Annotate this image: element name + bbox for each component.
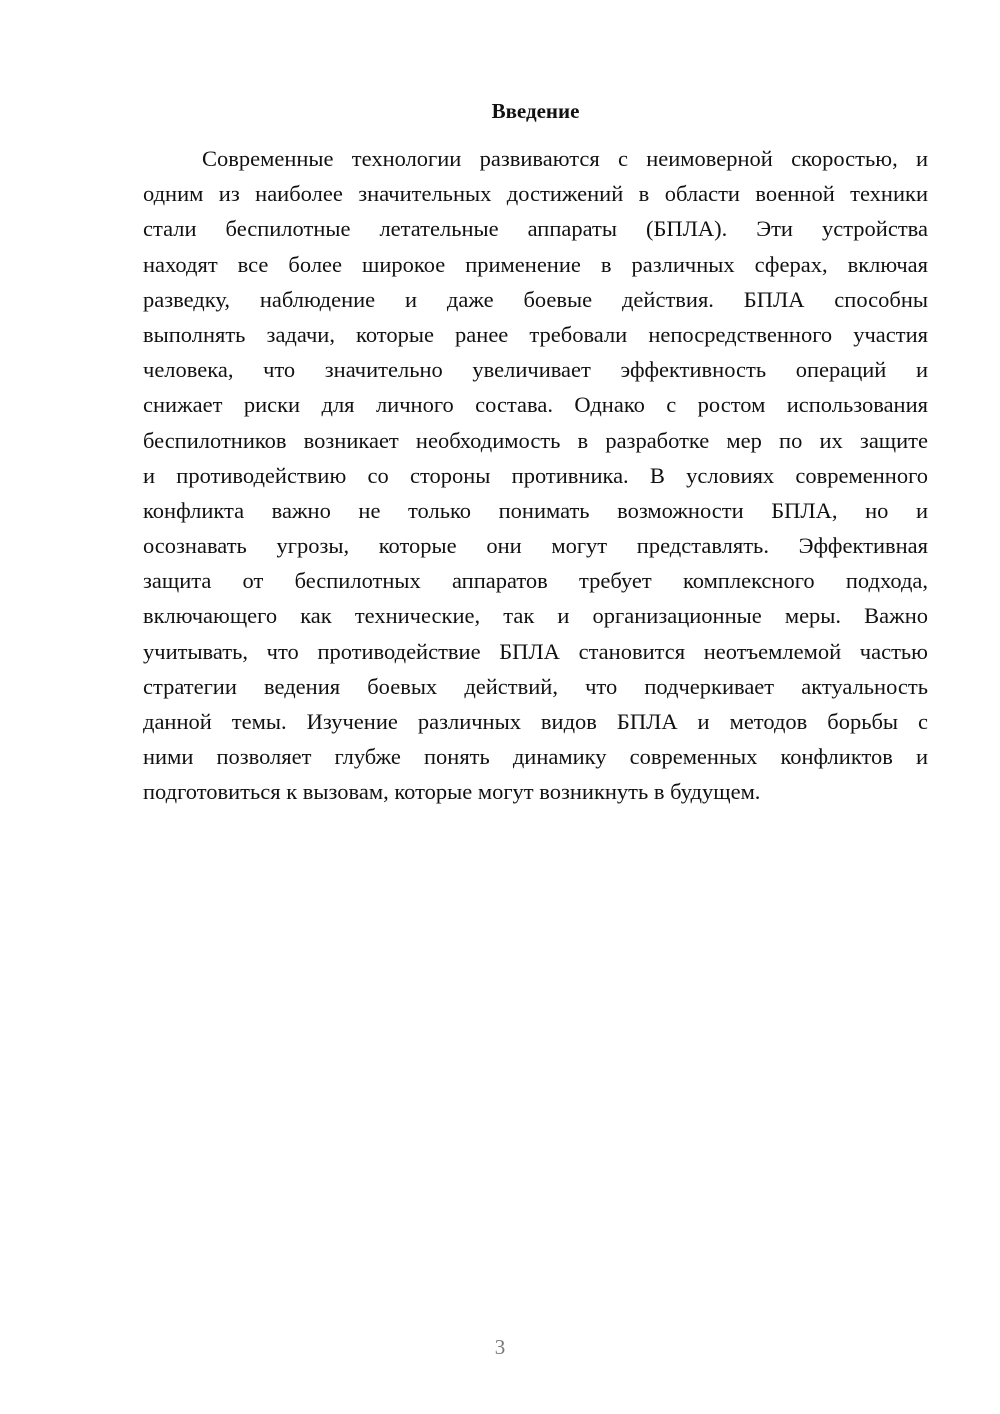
paragraph-line: выполнять задачи, которые ранее требовали непосредственного участия — [143, 321, 928, 347]
paragraph-line: стали беспилотные летательные аппараты (БПЛА). Эти устройства — [143, 216, 928, 242]
paragraph-line: ними позволяет глубже понять динамику современных конфликтов и — [143, 744, 928, 770]
paragraph-line: находят все более широкое применение в различных сферах, включая — [143, 251, 928, 277]
paragraph-line: снижает риски для личного состава. Однако с ростом использования — [143, 392, 928, 418]
paragraph-line: учитывать, что противодействие БПЛА становится неотъемлемой частью — [143, 638, 928, 664]
paragraph-line: разведку, наблюдение и даже боевые действия. БПЛА способны — [143, 286, 928, 312]
paragraph-line: конфликта важно не только понимать возможности БПЛА, но и — [143, 497, 928, 523]
paragraph-line: включающего как технические, так и организационные меры. Важно — [143, 603, 928, 629]
paragraph-line: и противодействию со стороны противника. В условиях современного — [143, 462, 928, 488]
section-heading: Введение — [491, 99, 580, 123]
paragraph-line: защита от беспилотных аппаратов требует комплексного подхода, — [143, 568, 928, 594]
paragraph-line: подготовиться к вызовам, которые могут возникнуть в будущем. — [143, 779, 761, 805]
paragraph-line: данной темы. Изучение различных видов БПЛА и методов борьбы с — [143, 709, 928, 734]
paragraph-line: Современные технологии развиваются с неимоверной скоростью, и — [202, 146, 928, 171]
page-number: 3 — [494, 1335, 506, 1359]
paragraph-line: осознавать угрозы, которые они могут представлять. Эффективная — [143, 533, 928, 559]
paragraph-line: беспилотников возникает необходимость в разработке мер по их защите — [143, 427, 928, 453]
paragraph-line: стратегии ведения боевых действий, что подчеркивает актуальность — [143, 673, 928, 699]
paragraph-line: одним из наиболее значительных достижений в области военной техники — [143, 181, 928, 207]
body-paragraph — [143, 141, 928, 810]
paragraph-line: человека, что значительно увеличивает эффективность операций и — [143, 357, 928, 383]
